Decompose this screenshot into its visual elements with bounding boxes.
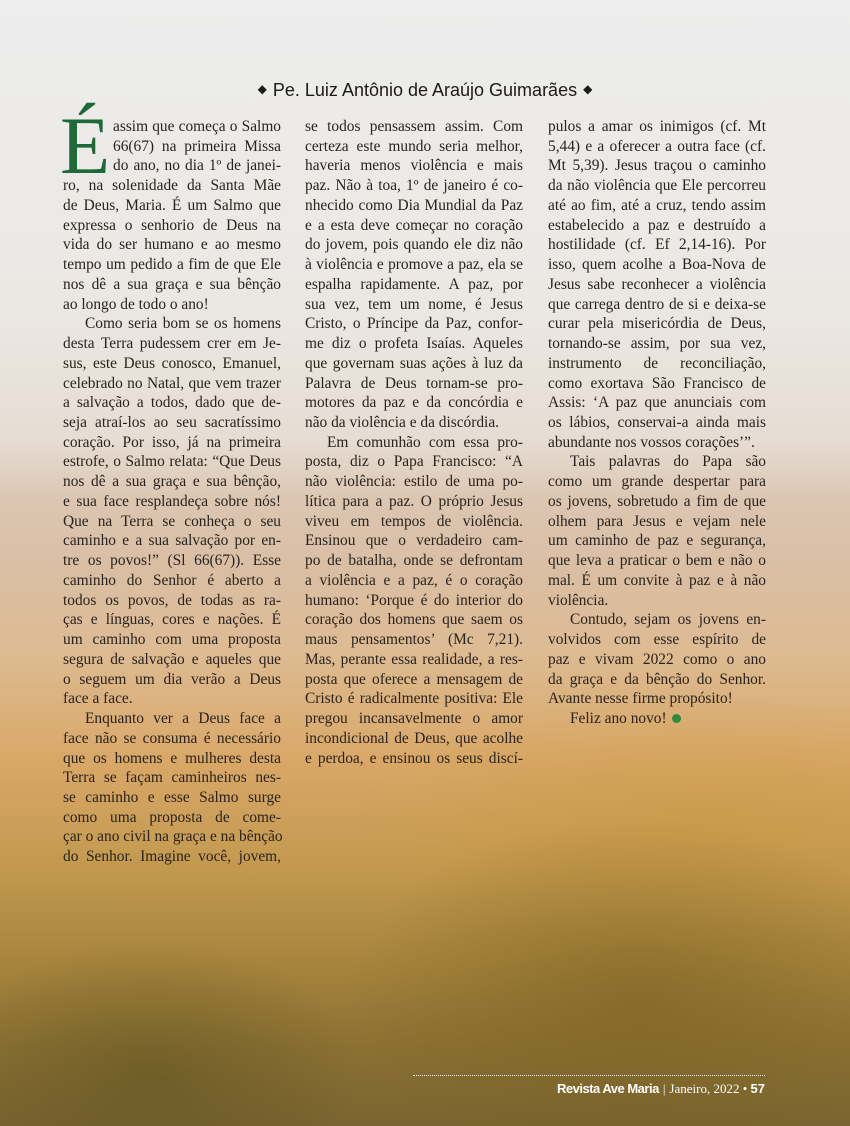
text-line: coração dos homens que saem os <box>305 611 523 629</box>
text-line-content: Feliz ano novo! <box>570 710 667 728</box>
text-line: ro, na solenidade da Santa Mãe <box>63 177 281 195</box>
paragraph <box>548 610 766 709</box>
text-line: um caminho com uma proposta <box>63 631 281 649</box>
footer-divider <box>413 1075 765 1076</box>
text-line: como uma proposta de come- <box>63 808 281 826</box>
text-line: um caminho de paz e segurança, <box>548 532 766 550</box>
text-line: isso, quem acolhe a Boa-Nova de <box>548 256 766 274</box>
text-line: abundante nos vossos corações’”. <box>548 433 755 451</box>
text-line: Avante nesse firme propósito! <box>548 690 733 708</box>
text-line: ao longo de todo o ano! <box>63 295 209 313</box>
text-line: motores da paz e da concórdia e <box>305 394 523 412</box>
text-line: curar pela misericórdia de Deus, <box>548 315 766 333</box>
text-line: face a face. <box>63 690 133 708</box>
text-line: e perdoa, e ensinou os seus discí- <box>305 749 523 767</box>
text-line: do ano, no dia 1º de janei- <box>113 157 281 175</box>
magazine-name: Revista Ave Maria <box>556 1081 659 1096</box>
drop-cap: É <box>60 100 111 191</box>
text-line: da graça e da bênção do Senhor. <box>548 670 766 688</box>
text-line: o seguem um dia verão a Deus <box>63 670 281 688</box>
text-line: coração. Por isso, já na primeira <box>63 433 281 451</box>
text-line: haveria menos violência e mais <box>305 157 523 175</box>
text-line: até ao fim, até a cruz, tendo assim <box>548 196 766 214</box>
text-line: que leva a praticar o bem e não o <box>548 552 766 570</box>
page-footer <box>557 1081 765 1097</box>
footer-bullet: • <box>742 1081 748 1096</box>
text-line: os jovens, sobretudo a fim de que <box>548 492 766 510</box>
text-line: caminho e a sua salvação por en- <box>63 532 281 550</box>
paragraph <box>548 117 766 452</box>
text-line: Cristo é radicalmente positiva: Ele <box>305 690 523 708</box>
text-line: do jovem, pois quando ele diz não <box>305 236 523 254</box>
text-line: lítica para a paz. O próprio Jesus <box>305 492 523 510</box>
text-line: viveu em tempos de violência. <box>305 512 523 530</box>
text-line: Mas, perante essa realidade, a res- <box>305 650 523 668</box>
text-line: se todos pensassem assim. Com <box>305 118 523 135</box>
text-line: desta Terra pudessem crer em Je- <box>63 335 281 353</box>
paragraph <box>63 709 281 867</box>
text-line: volvidos com esse espírito de <box>548 631 766 649</box>
issue-date: Janeiro, 2022 <box>669 1081 740 1096</box>
text-line: à violência e promove a paz, ela se <box>305 256 523 274</box>
article-column-2 <box>305 117 523 768</box>
text-line: que governam suas ações à luz da <box>305 354 523 372</box>
text-line: espalha rapidamente. A paz, por <box>305 275 523 293</box>
text-line: caminho do Senhor é aberto a <box>63 571 281 589</box>
text-line: vida do ser humano e ao mesmo <box>63 236 281 254</box>
text-line: estrofe, o Salmo relata: “Que Deus <box>63 453 281 471</box>
text-line: todos os povos, de todas as ra- <box>63 591 281 609</box>
text-line: expressa o senhorio de Deus na <box>63 216 281 234</box>
text-line: po de batalha, onde se defrontam <box>305 552 523 570</box>
text-line: celebrado no Natal, que vem trazer <box>63 374 281 392</box>
text-line: 5,44) e a oferecer a outra face (cf. <box>548 137 766 155</box>
text-line: nos dê a sua graça e sua bênção, <box>63 473 281 491</box>
text-line: como exortava São Francisco de <box>548 374 766 392</box>
text-line: Em comunhão com essa pro- <box>327 433 523 451</box>
text-line: me diz o profeta Isaías. Aqueles <box>305 335 523 353</box>
article-column-1 <box>60 100 283 867</box>
text-line: tempo um pedido a fim de que Ele <box>63 256 281 274</box>
diamond-ornament-icon: ◆ <box>583 82 593 96</box>
diamond-ornament-icon: ◆ <box>257 82 267 96</box>
footer-separator: | <box>662 1081 666 1096</box>
text-line: a violência e a paz, é o coração <box>305 571 523 589</box>
text-line: e sua face resplandeça sobre nós! <box>63 492 281 510</box>
text-line: Palavra de Deus tornam-se pro- <box>305 374 523 392</box>
text-line: paz. Não à toa, 1º de janeiro é co- <box>305 177 523 195</box>
text-line: Como seria bom se os homens <box>85 315 281 333</box>
text-line: olhem para Jesus e vejam nele <box>548 512 766 530</box>
paragraph <box>305 117 523 433</box>
text-line: Jesus sabe reconhecer a violência <box>548 275 766 293</box>
text-line: seja atraí-los ao seu sacratíssimo <box>63 414 281 432</box>
text-line: não violência: estilo de uma po- <box>305 473 523 491</box>
text-line: estabelecido a paz e destruído a <box>548 216 766 234</box>
text-line: hostilidade (cf. Ef 2,14-16). Por <box>548 236 766 254</box>
text-line: mal. É um convite à paz e à não <box>548 571 766 589</box>
end-mark-dot-icon <box>672 714 681 723</box>
text-line: a salvação a todos, dado que de- <box>63 394 281 412</box>
paragraph <box>548 452 766 610</box>
text-line: incondicional de Deus, que acolhe <box>305 729 523 747</box>
text-line: humano: ‘Porque é do interior do <box>305 591 523 609</box>
text-line: tre os povos!” (Sl 66(67)). Esse <box>63 552 281 570</box>
text-line: pulos a amar os inimigos (cf. Mt <box>548 118 766 135</box>
text-line: çar o ano civil na graça e na bênção <box>63 828 283 846</box>
text-line: nos dê a sua graça e sua bênção <box>63 275 281 293</box>
text-line: e a esta deve começar no coração <box>305 216 523 234</box>
text-line: pregou incansavelmente o amor <box>305 710 523 728</box>
text-line: Que na Terra se conheça o seu <box>63 512 281 530</box>
text-line: sus, este Deus conosco, Emanuel, <box>63 354 281 372</box>
text-line: sua vez, tem um nome, é Jesus <box>305 295 523 313</box>
text-line: violência. <box>548 591 609 609</box>
text-line: posta, diz o Papa Francisco: “A <box>305 453 523 471</box>
text-line: que carrega dentro de si e deixa-se <box>548 295 766 313</box>
text-line: instrumento de reconciliação, <box>548 354 766 372</box>
text-line: posta que oferece a mensagem de <box>305 670 523 688</box>
text-line: certeza este mundo seria melhor, <box>305 137 523 155</box>
author-name: Pe. Luiz Antônio de Araújo Guimarães <box>272 80 578 100</box>
text-line: ças e línguas, cores e nações. É <box>63 611 281 629</box>
text-line: não da violência e da discórdia. <box>305 414 500 432</box>
text-line: de Deus, Maria. É um Salmo que <box>63 196 281 214</box>
text-line: Ensinou que o verdadeiro cam- <box>305 532 523 550</box>
text-line: do Senhor. Imagine você, jovem, <box>63 848 281 866</box>
text-line: Cristo, o Príncipe da Paz, confor- <box>305 315 523 333</box>
text-line: da não violência que Ele percorreu <box>548 177 766 195</box>
text-line: assim que começa o Salmo <box>113 118 281 135</box>
text-line: se caminho e esse Salmo surge <box>63 788 281 806</box>
text-line <box>548 709 766 729</box>
text-line: maus pensamentos’ (Mc 7,21). <box>305 631 523 649</box>
paragraph <box>63 314 281 709</box>
text-line: como um grande despertar para <box>548 473 766 491</box>
text-line: face não se consuma é necessário <box>63 729 281 747</box>
text-line: Assis: ‘A paz que anunciais com <box>548 394 766 412</box>
text-line: Enquanto ver a Deus face a <box>85 710 281 728</box>
text-line: 66(67) na primeira Missa <box>113 137 281 155</box>
paragraph <box>548 709 766 729</box>
author-byline <box>0 80 850 101</box>
text-line: Contudo, sejam os jovens en- <box>570 611 766 629</box>
text-line: tornando-se assim, por sua vez, <box>548 335 766 353</box>
article-column-3 <box>548 117 766 729</box>
text-line: segura de salvação e aqueles que <box>63 650 281 668</box>
text-line: paz e vivam 2022 como o ano <box>548 650 766 668</box>
paragraph <box>305 433 523 768</box>
text-line: que os homens e mulheres desta <box>63 749 281 767</box>
text-line: Tais palavras do Papa são <box>570 453 766 471</box>
text-line: nhecido como Dia Mundial da Paz <box>305 196 523 214</box>
text-line: Terra se façam caminheiros nes- <box>63 769 281 787</box>
text-line: os lábios, conservai-a ainda mais <box>548 414 766 432</box>
page-number: 57 <box>750 1081 765 1096</box>
text-line: Mt 5,39). Jesus traçou o caminho <box>548 157 766 175</box>
